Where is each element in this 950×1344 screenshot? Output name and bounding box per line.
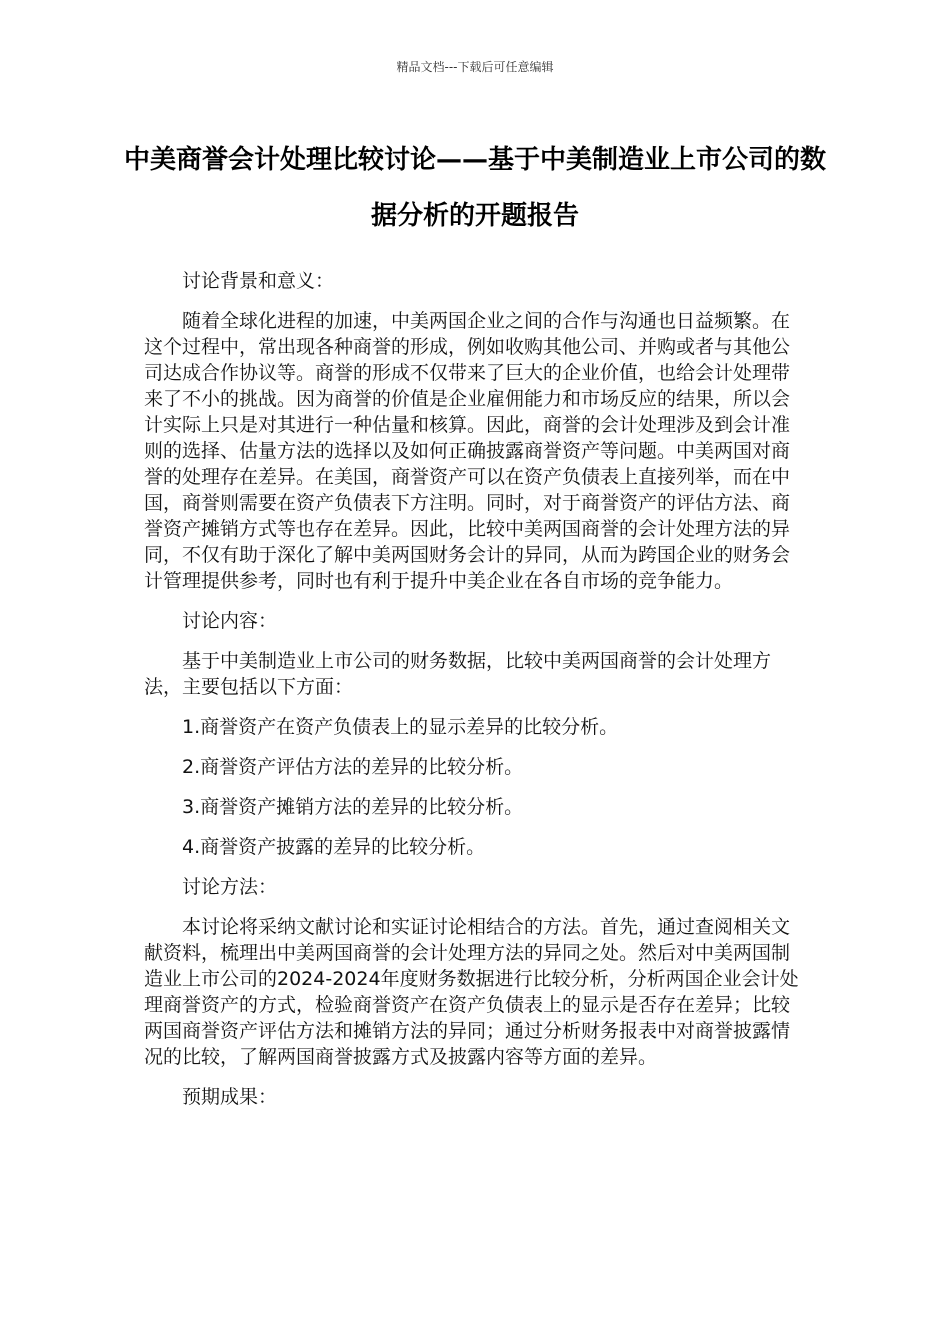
method-heading: 讨论方法： <box>182 876 278 898</box>
content-list-item: 2.商誉资产评估方法的差异的比较分析。 <box>182 756 524 778</box>
background-heading: 讨论背景和意义： <box>182 270 335 292</box>
content-heading: 讨论内容： <box>182 610 278 632</box>
results-heading: 预期成果： <box>182 1086 278 1108</box>
content-list-item: 1.商誉资产在资产负债表上的显示差异的比较分析。 <box>182 716 619 738</box>
content-intro-paragraph: 基于中美制造业上市公司的财务数据，比较中美两国商誉的会计处理方法，主要包括以下方面： <box>144 650 772 698</box>
header-note: 精品文档---下载后可任意编辑 <box>396 60 554 74</box>
content-list-item: 4.商誉资产披露的差异的比较分析。 <box>182 836 486 858</box>
background-paragraph: 随着全球化进程的加速，中美两国企业之间的合作与沟通也日益频繁。在这个过程中，常出现各种商誉的形成，例如收购其他公司、并购或者与其他公司达成合作协议等。商誉的形成不仅带来了巨大的企业价值，也给会计处理带来了不小的挑战。因为商誉的价值是企业雇佣能力和市场反应的结果，所以会计实际上只是对其进行一种估量和核算。因此，商誉的会计处理涉及到会计准则的选择、估量方法的选择以及如何正确披露商誉资产等问题。中美两国对商誉的处理存在差异。在美国，商誉资产可以在资产负债表上直接列举，而在中国，商誉则需要在资产负债表下方注明。同时，对于商誉资产的评估方法、商誉资产摊销方式等也存在差异。因此，比较中美两国商誉的会计处理方法的异同，不仅有助于深化了解中美两国财务会计的异同，从而为跨国企业的财务会计管理提供参考，同时也有利于提升中美企业在各自市场的竞争能力。 <box>144 310 791 592</box>
content-list-item: 3.商誉资产摊销方法的差异的比较分析。 <box>182 796 524 818</box>
method-paragraph: 本讨论将采纳文献讨论和实证讨论相结合的方法。首先，通过查阅相关文献资料，梳理出中美两国商誉的会计处理方法的异同之处。然后对中美两国制造业上市公司的2024-2024年度财务数据进行比较分析，分析两国企业会计处理商誉资产的方式，检验商誉资产在资产负债表上的显示是否存在差异；比较两国商誉资产评估方法和摊销方法的异同；通过分析财务报表中对商誉披露情况的比较，了解两国商誉披露方式及披露内容等方面的差异。 <box>144 916 799 1068</box>
page-title: 中美商誉会计处理比较讨论——基于中美制造业上市公司的数据分析的开题报告 <box>123 145 826 231</box>
document-body <box>144 268 804 1124</box>
